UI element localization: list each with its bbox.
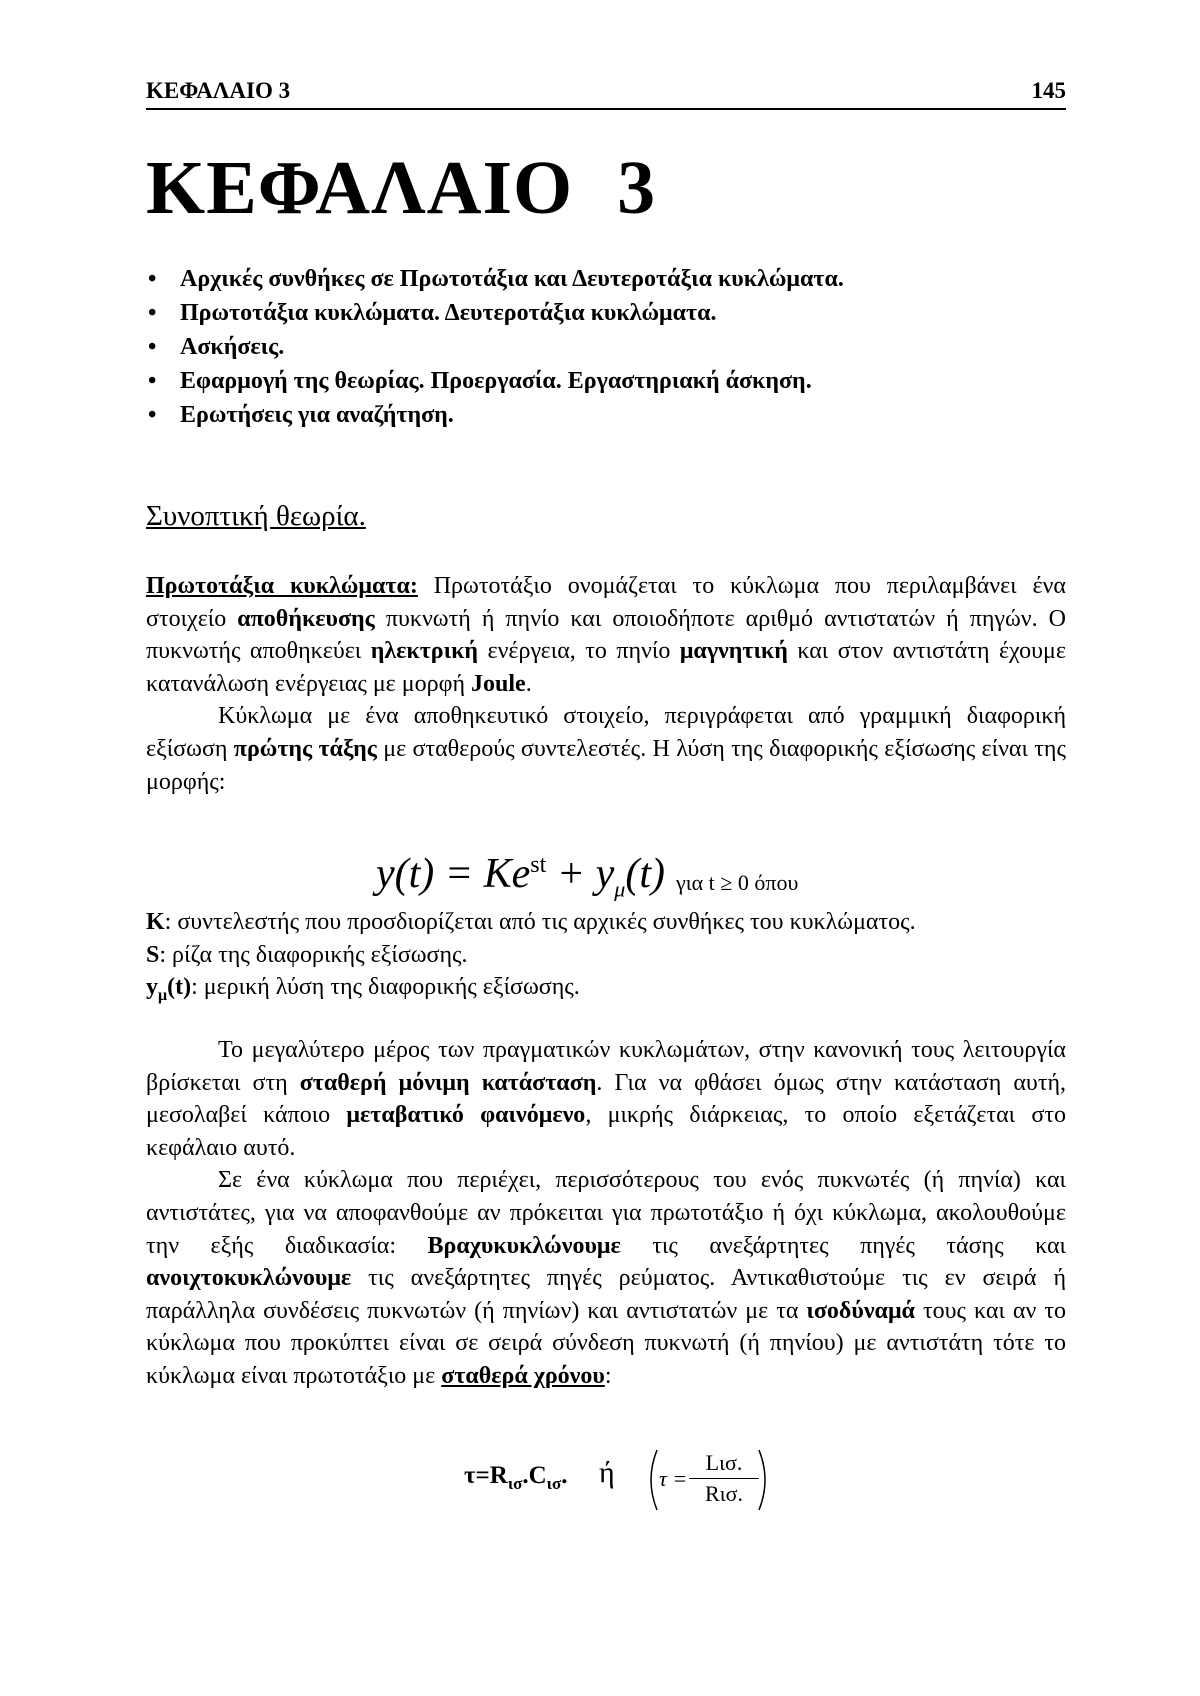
time-constant-fraction — [647, 1448, 767, 1512]
definition-ym — [146, 971, 1066, 1012]
header-chapter-label: ΚΕΦΑΛΑΙΟ 3 — [146, 78, 291, 103]
formula-subscript: ισ — [507, 1474, 523, 1493]
bold-term: Βραχυκυκλώνουμε — [427, 1232, 621, 1259]
fraction — [689, 1448, 759, 1509]
equation-condition: για t ≥ 0 όπου — [676, 870, 799, 895]
text-run: με σταθερούς συντελεστές. Η λύση της διαφορικής εξίσωσης είναι της μορφής: — [146, 735, 1066, 795]
text-run: , μικρής διάρκειας, το οποίο εξετάζεται στο κεφάλαιο αυτό. — [146, 1102, 1066, 1161]
list-item: • Εφαρμογή της θεωρίας. Προεργασία. Εργαστηριακή άσκηση. — [146, 364, 1086, 398]
text-run: τις ανεξάρτητες πηγές τάσης και — [620, 1232, 1066, 1259]
bold-term: πρώτης τάξης — [233, 735, 377, 762]
formula-part: τ=R — [464, 1462, 508, 1489]
text-run: τις ανεξάρτητες πηγές ρεύματος. Αντικαθιστούμε τις εν σειρά ή παράλληλα συνδέσεις πυκνωτών (ή πηνίων) και αντιστατών με τα — [146, 1265, 1066, 1324]
bold-term: ανοιχτοκυκλώνουμε — [146, 1265, 352, 1292]
text-run: πυκνωτή ή πηνίο και οποιοδήποτε αριθμό αντιστατών ή πηγών. Ο πυκνωτής αποθηκεύει — [146, 605, 1066, 665]
solution-equation — [376, 850, 665, 902]
chapter-title — [146, 146, 657, 230]
definition-k — [146, 906, 960, 939]
formula-or-word: ή — [599, 1456, 615, 1489]
text-run: . — [525, 670, 532, 697]
equation-plus-term: + y — [546, 851, 615, 897]
definition-term: K — [146, 909, 165, 935]
list-item: • Ερωτήσεις για αναζήτηση. — [146, 398, 1086, 432]
chapter-topics-list — [146, 262, 1086, 432]
paragraph-steady-state — [146, 1034, 1066, 1164]
bold-term: ισοδύναμά — [806, 1297, 915, 1324]
definition-term-subscript: μ — [158, 986, 168, 1004]
section-heading: Συνοπτική θεωρία. — [146, 500, 366, 532]
chapter-word: ΚΕΦΑΛΑΙΟ — [146, 146, 574, 230]
equation-lhs: y(t) = Ke — [376, 851, 531, 897]
page-number: 145 — [1031, 78, 1066, 103]
paragraph-lead-term: Πρωτοτάξια κυκλώματα: — [146, 573, 418, 599]
text-run: Το μεγαλύτερο μέρος των πραγματικών κυκλωμάτων, στην κανονική τους λειτουργία βρίσκεται στη — [146, 1037, 1066, 1096]
definition-s — [146, 939, 1066, 972]
bold-term: σταθερά χρόνου — [441, 1362, 605, 1389]
definition-text: : μερική λύση της διαφορικής εξίσωσης. — [191, 974, 580, 1001]
text-run: ενέργεια, το πηνίο — [478, 638, 680, 665]
equation-rhs: (t) — [625, 851, 665, 897]
text-run: Κύκλωμα με ένα αποθηκευτικό στοιχείο, περιγράφεται από γραμμική διαφορική εξίσωση — [146, 703, 1066, 762]
list-item: • Πρωτοτάξια κυκλώματα. Δευτεροτάξια κυκλώματα. — [146, 296, 1086, 330]
text-run: και στον αντιστάτη έχουμε κατανάλωση ενέργειας με μορφή — [146, 638, 1066, 697]
text-run: Πρωτοτάξιο ονομάζεται το κύκλωμα που περιλαμβάνει ένα στοιχείο — [146, 573, 1066, 632]
bold-term: μεταβατικό φαινόμενο — [346, 1102, 586, 1129]
formula-part: . — [561, 1462, 568, 1489]
fraction-lhs: τ = — [659, 1466, 688, 1491]
list-item: • Αρχικές συνθήκες σε Πρωτοτάξια και Δευτεροτάξια κυκλώματα. — [146, 262, 1086, 296]
text-run: τους και αν το κύκλωμα που προκύπτει είναι σε σειρά σύνδεση πυκνωτή (ή πηνίου) με αντιστάτη τότε το κύκλωμα είναι πρωτοτάξιο με — [146, 1297, 1066, 1389]
bold-term: Joule — [471, 670, 526, 697]
bold-term: ηλεκτρική — [370, 638, 479, 665]
bold-term: αποθήκευσης — [237, 605, 375, 632]
text-run: . Για να φθάσει όμως στην κατάσταση αυτή, μεσολαβεί κάποιο — [146, 1069, 1067, 1129]
text-run: : — [604, 1362, 612, 1389]
chapter-number: 3 — [617, 146, 657, 230]
symbol-definitions — [146, 906, 1066, 1013]
formula-part: .C — [522, 1462, 547, 1489]
list-item: • Ασκήσεις. — [146, 330, 1086, 364]
paragraph-procedure — [146, 1164, 1066, 1392]
bold-term: σταθερή μόνιμη κατάσταση — [299, 1069, 597, 1096]
definition-term: y — [146, 974, 158, 1001]
running-header — [146, 74, 1066, 110]
solution-equation-row — [146, 850, 1066, 906]
equation-exponent: st — [530, 852, 547, 878]
formula-subscript: ισ — [546, 1474, 562, 1493]
paragraph-first-order-circuits — [146, 570, 1066, 700]
fraction-numerator: Lισ. — [689, 1448, 759, 1479]
paragraph-differential-equation — [146, 700, 1066, 798]
bold-term: μαγνητική — [679, 638, 788, 665]
definition-text: : συντελεστής που προσδιορίζεται από τις αρχικές συνθήκες του κυκλώματος. — [164, 909, 916, 935]
body-text-bottom — [146, 1034, 1066, 1393]
text-run: Σε ένα κύκλωμα που περιέχει, περισσότερους του ενός πυκνωτές (ή πηνία) και αντιστάτες, για να αποφανθούμε αν πρόκειται για πρωτοτάξιο ή όχι κύκλωμα, ακολουθούμε την εξής διαδικασία: — [146, 1167, 1066, 1259]
definition-term: S — [146, 941, 160, 968]
definition-term-tail: (t) — [167, 974, 192, 1001]
definition-text: : ρίζα της διαφορικής εξίσωσης. — [159, 941, 468, 968]
time-constant-formula — [464, 1448, 864, 1512]
fraction-denominator: Rισ. — [705, 1481, 743, 1506]
equation-subscript: μ — [614, 876, 626, 902]
time-constant-product — [464, 1462, 567, 1494]
body-text-top — [146, 570, 1066, 798]
